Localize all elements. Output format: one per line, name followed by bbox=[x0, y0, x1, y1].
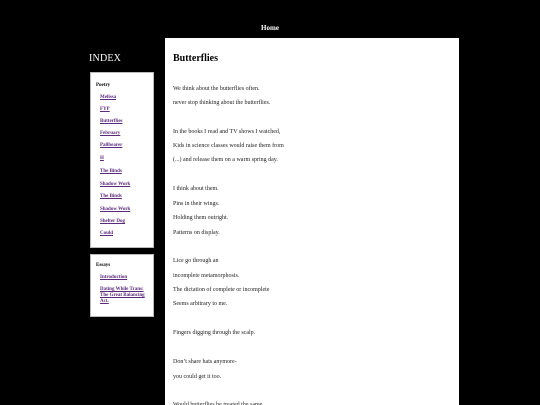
sidebar-item-could[interactable]: Could bbox=[100, 231, 114, 236]
poem-line: Lice go through an bbox=[173, 258, 219, 264]
sidebar-item-fyp[interactable]: FYP bbox=[100, 107, 110, 112]
sidebar-item-dating-while-trans[interactable]: Dating While Trans: The Great Balancing Act. bbox=[100, 287, 145, 304]
poem-line: Would butterflies be treated the same bbox=[173, 402, 263, 405]
sidebar-item-the-binds[interactable]: The Binds bbox=[100, 169, 122, 174]
page-title: Butterflies bbox=[173, 53, 218, 64]
poetry-index-box bbox=[90, 72, 154, 248]
essays-heading: Essays bbox=[96, 263, 111, 268]
poem-line: (...) and release them on a warm spring day. bbox=[173, 157, 278, 163]
poem-line: Pins in their wings. bbox=[173, 201, 220, 207]
poem-line: Holding them outright. bbox=[173, 215, 229, 221]
sidebar-item-h[interactable]: H bbox=[100, 156, 104, 161]
poem-line: We think about the butterflies often. bbox=[173, 86, 260, 92]
sidebar-item-shelter-dog[interactable]: Shelter Dog bbox=[100, 219, 126, 224]
poem-line: Patterns on display. bbox=[173, 230, 220, 236]
poem-line: Seems arbitrary to me. bbox=[173, 301, 228, 307]
sidebar-item-butterflies[interactable]: Butterflies bbox=[100, 119, 123, 124]
poem-line: incomplete metamorphosis. bbox=[173, 273, 240, 279]
poem-line: Kids in science classes would raise them from bbox=[173, 143, 284, 149]
poem-line: In the books I read and TV shows I watched, bbox=[173, 129, 281, 135]
home-link[interactable]: Home bbox=[261, 24, 279, 32]
sidebar-item-the-binds-2[interactable]: The Binds bbox=[100, 194, 122, 199]
sidebar-item-shadow-work-2[interactable]: Shadow Work bbox=[100, 207, 131, 212]
poetry-heading: Poetry bbox=[96, 83, 111, 88]
sidebar-item-melissa[interactable]: Melissa bbox=[100, 95, 117, 100]
poem-line: Fingers digging through the scalp. bbox=[173, 330, 256, 336]
top-nav-bar bbox=[0, 0, 540, 38]
sidebar-title: INDEX bbox=[89, 53, 122, 64]
poem-line: I think about them. bbox=[173, 186, 219, 192]
sidebar-item-introduction[interactable]: Introduction bbox=[100, 275, 128, 280]
poem-line: Don’t share hats anymore- bbox=[173, 359, 237, 365]
sidebar-item-shadow-work[interactable]: Shadow Work bbox=[100, 182, 131, 187]
poem-line: you could get it too. bbox=[173, 374, 222, 380]
essays-index-box bbox=[90, 254, 154, 317]
poem-line: The dictation of complete or incomplete bbox=[173, 287, 270, 293]
sidebar-item-pallbearer[interactable]: Pallbearer bbox=[100, 143, 123, 148]
poem-line: never stop thinking about the butterflies. bbox=[173, 100, 271, 106]
sidebar-item-february[interactable]: February bbox=[100, 131, 121, 136]
main-content bbox=[165, 38, 459, 405]
